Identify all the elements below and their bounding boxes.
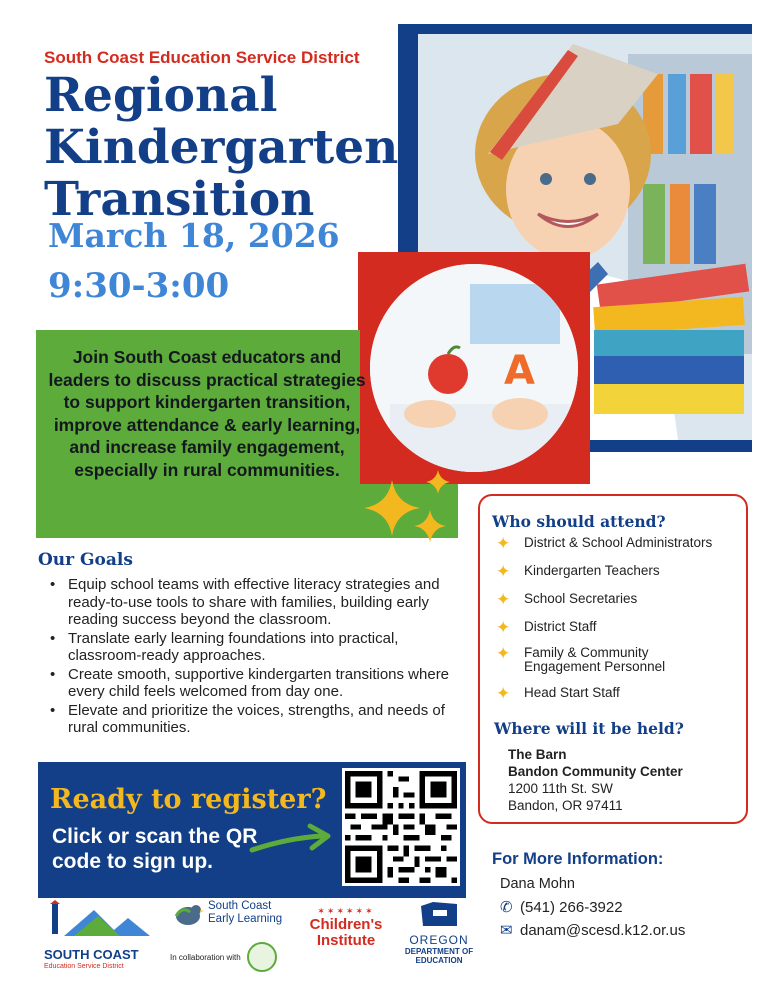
ci-name: Children's Institute	[309, 916, 383, 949]
star-icon: ✦	[496, 534, 511, 553]
event-date: March 18, 2026	[48, 216, 340, 255]
email-address[interactable]: danam@scesd.k12.or.us	[520, 922, 686, 939]
list-item	[496, 684, 746, 703]
figures-icon: ✶✶✶✶✶✶	[317, 906, 375, 916]
scel-logo	[170, 900, 300, 980]
scesd-name: SOUTH COAST	[44, 947, 139, 962]
email-row[interactable]	[500, 921, 685, 939]
venue-address-line-2: Bandon, OR 97411	[508, 798, 623, 813]
title-line-3: Transition	[44, 172, 315, 227]
venue-details	[508, 746, 683, 814]
goals-list	[48, 576, 460, 738]
organization-name: South Coast Education Service District	[44, 48, 360, 67]
audience-list	[496, 536, 746, 712]
phone-icon: ✆	[500, 899, 513, 916]
venue-name: The Barn	[508, 747, 567, 762]
list-item: • Create smooth, supportive kindergarten transitions where every child feels welcomed from day one.	[48, 666, 460, 701]
scel-name: South Coast Early Learning	[208, 900, 283, 925]
alphabet-photo	[370, 264, 578, 472]
audience-label: Kindergarten Teachers	[524, 563, 660, 578]
oregon-doe-logo	[402, 900, 476, 976]
more-info-heading: For More Information:	[492, 850, 664, 868]
star-icon: ✦	[496, 618, 511, 637]
scesd-logo	[44, 900, 154, 976]
title-line-1: Regional	[44, 68, 278, 123]
audience-label: District & School Administrators	[524, 535, 713, 550]
star-icon: ✦	[496, 644, 511, 663]
star-icon: ✦	[496, 562, 511, 581]
phone-number[interactable]: (541) 266-3922	[520, 899, 623, 916]
star-icon: ✦	[496, 590, 511, 609]
list-item: • Translate early learning foundations into practical, classroom-ready approaches.	[48, 630, 460, 665]
partner-seal	[247, 942, 277, 972]
goals-heading: Our Goals	[38, 550, 133, 570]
list-item	[496, 590, 746, 609]
ode-top: OREGON	[409, 933, 469, 947]
event-time: 9:30-3:00	[48, 266, 230, 306]
audience-label: Head Start Staff	[524, 685, 620, 700]
register-subtext[interactable]: Click or scan the QR code to sign up.	[52, 825, 258, 873]
register-heading: Ready to register?	[50, 784, 327, 815]
star-icon: ✦	[496, 684, 511, 703]
contact-name: Dana Mohn	[500, 876, 575, 892]
list-item	[496, 562, 746, 581]
bird-icon	[170, 900, 204, 930]
collaboration-text: In collaboration with	[170, 952, 241, 962]
list-item: • Equip school teams with effective literacy strategies and ready-to-use tools to share with families, building early reading success beyond the classroom.	[48, 576, 460, 629]
phone-row[interactable]	[500, 898, 623, 916]
list-item: • Elevate and prioritize the voices, strengths, and needs of rural communities.	[48, 702, 460, 737]
intro-text: Join South Coast educators and leaders to discuss practical strategies to support kindergarten transition, improve attendance & early learning, and increase family engagement, especially in rural communities.	[48, 347, 366, 480]
scesd-subtitle: Education Service District	[44, 963, 124, 970]
childrens-institute-logo	[300, 906, 392, 966]
svg-text:A: A	[504, 348, 535, 394]
qr-code[interactable]	[342, 768, 460, 886]
list-item	[496, 534, 746, 553]
list-item	[496, 646, 694, 674]
where-heading: Where will it be held?	[494, 719, 684, 738]
audience-label: Family & Community Engagement Personnel	[524, 645, 666, 674]
ode-bottom: DEPARTMENT OF EDUCATION	[404, 947, 474, 965]
sparkle-icon	[362, 470, 462, 550]
title-line-2: Kindergarten	[44, 120, 399, 175]
venue-address-line-1: 1200 11th St. SW	[508, 781, 613, 796]
venue-place: Bandon Community Center	[508, 764, 683, 779]
arrow-icon	[248, 820, 338, 860]
attend-heading: Who should attend?	[492, 512, 666, 531]
audience-label: District Staff	[524, 619, 597, 634]
envelope-icon: ✉	[500, 922, 513, 939]
list-item	[496, 618, 746, 637]
audience-label: School Secretaries	[524, 591, 638, 606]
